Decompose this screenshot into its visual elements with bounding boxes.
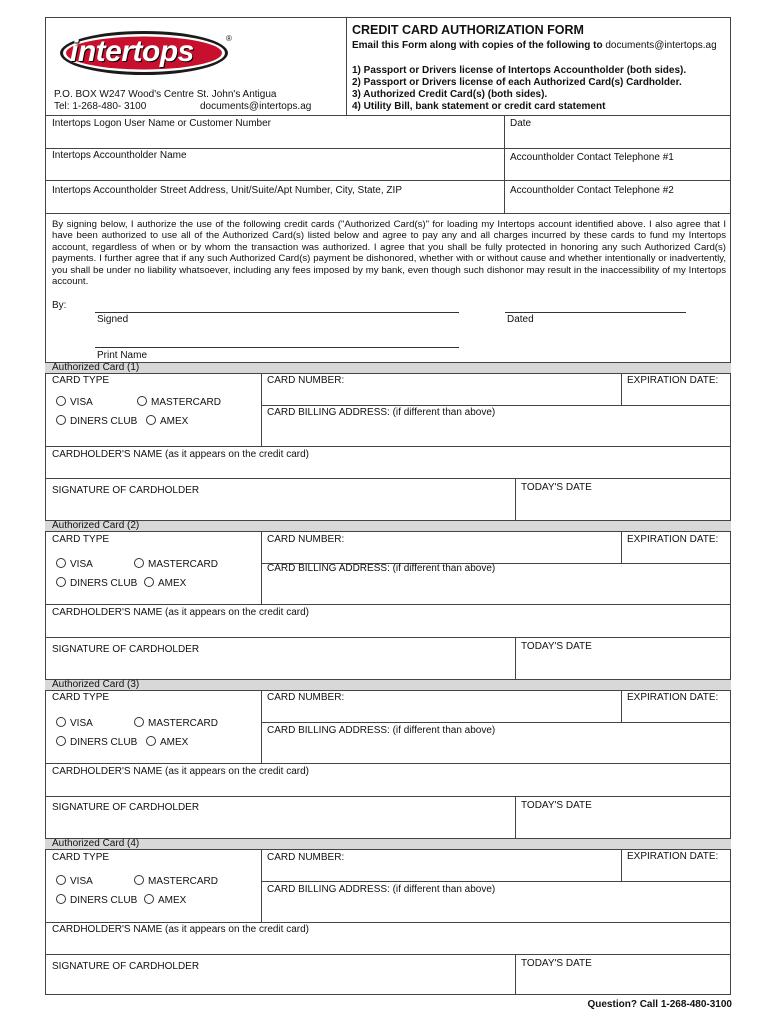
email-instruction-text: Email this Form along with copies of the following to <box>352 40 603 51</box>
dated-line[interactable] <box>505 312 686 313</box>
print-name-line[interactable] <box>95 347 459 348</box>
amex-label: AMEX <box>160 416 189 427</box>
card-2-visa-option[interactable] <box>56 558 93 571</box>
card-3-header <box>45 679 731 690</box>
card-4-todays-date-field[interactable]: TODAY'S DATE <box>521 958 592 969</box>
card-2-header <box>45 520 731 531</box>
card-1-header <box>45 362 731 373</box>
card-2-todays-date-field[interactable]: TODAY'S DATE <box>521 641 592 652</box>
card-4-visa-option[interactable] <box>56 875 93 888</box>
card-4-billing-field[interactable]: CARD BILLING ADDRESS: (if different than above) <box>267 884 496 895</box>
card-2-mastercard-option[interactable] <box>134 558 218 571</box>
card-3-cardholder-name-field[interactable]: CARDHOLDER'S NAME (as it appears on the credit card) <box>52 766 309 777</box>
radio-icon <box>144 577 154 587</box>
radio-icon <box>56 558 66 568</box>
card-4-cardholder-name-field[interactable]: CARDHOLDER'S NAME (as it appears on the credit card) <box>52 924 309 935</box>
card-4-number-field[interactable]: CARD NUMBER: <box>267 852 345 863</box>
radio-icon <box>56 396 66 406</box>
visa-label: VISA <box>70 876 93 887</box>
date-field[interactable]: Date <box>510 118 532 129</box>
visa-label: VISA <box>70 559 93 570</box>
diners-label: DINERS CLUB <box>70 578 138 589</box>
company-address: P.O. BOX W247 Wood's Centre St. John's Antigua <box>54 89 277 100</box>
signed-label: Signed <box>97 314 129 325</box>
radio-icon <box>137 396 147 406</box>
card-1-mastercard-option[interactable] <box>137 396 221 409</box>
radio-icon <box>146 415 156 425</box>
card-3-mastercard-option[interactable] <box>134 717 218 730</box>
card-4-expiration-field[interactable]: EXPIRATION DATE: <box>627 851 719 862</box>
card-2-type-label: CARD TYPE <box>52 534 110 545</box>
company-email: documents@intertops.ag <box>200 101 312 112</box>
mastercard-label: MASTERCARD <box>148 718 219 729</box>
card-2-amex-option[interactable] <box>144 577 186 590</box>
card-1-diners-option[interactable] <box>56 415 137 428</box>
logo-text: intertops <box>70 35 194 68</box>
radio-icon <box>146 736 156 746</box>
radio-icon <box>134 558 144 568</box>
registered-mark: ® <box>226 34 232 43</box>
email-instruction-address: documents@intertops.ag <box>605 40 717 51</box>
card-1-amex-option[interactable] <box>146 415 188 428</box>
diners-label: DINERS CLUB <box>70 895 138 906</box>
accountholder-name-field[interactable]: Intertops Accountholder Name <box>52 150 187 161</box>
card-4-amex-option[interactable] <box>144 894 186 907</box>
requirement-2: 2) Passport or Drivers license of each Authorized Card(s) Cardholder. <box>352 77 682 88</box>
card-4-signature-field[interactable]: SIGNATURE OF CARDHOLDER <box>52 961 200 972</box>
card-1-todays-date-field[interactable]: TODAY'S DATE <box>521 482 592 493</box>
card-3-expiration-field[interactable]: EXPIRATION DATE: <box>627 692 719 703</box>
diners-label: DINERS CLUB <box>70 416 138 427</box>
card-1-type-label: CARD TYPE <box>52 375 110 386</box>
phone1-field[interactable]: Accountholder Contact Telephone #1 <box>510 152 674 163</box>
card-2-billing-field[interactable]: CARD BILLING ADDRESS: (if different than above) <box>267 563 496 574</box>
print-name-label: Print Name <box>97 350 148 361</box>
mastercard-label: MASTERCARD <box>151 397 222 408</box>
mastercard-label: MASTERCARD <box>148 559 219 570</box>
radio-icon <box>56 736 66 746</box>
card-1-expiration-field[interactable]: EXPIRATION DATE: <box>627 375 719 386</box>
requirement-3: 3) Authorized Credit Card(s) (both sides). <box>352 89 548 100</box>
card-2-diners-option[interactable] <box>56 577 137 590</box>
card-3-amex-option[interactable] <box>146 736 188 749</box>
mastercard-label: MASTERCARD <box>148 876 219 887</box>
phone2-field[interactable]: Accountholder Contact Telephone #2 <box>510 185 674 196</box>
radio-icon <box>56 875 66 885</box>
agreement-text: By signing below, I authorize the use of the following credit cards ("Authorized Card(s)" for loading my Intertops account identified above. I also agree that I have been authorized to use all of the Authorized Card(s) listed below and agree to pay any and all charges incurred by these cards to fund my Intertops account, regardless of when or by whom the transaction was authorized. I agree that you shall be fully protected in honoring any such Authorized Card(s) payments. I further agree that if any such Authorized Card(s) payment be dishonored, whether with or without cause and whether intentionally or inadvertently, you shall be under no liability whatsoever, including any fees imposed by my bank, even though such dishonor may result in the inaccessibility of my Intertops account. <box>52 219 726 288</box>
form-title: CREDIT CARD AUTHORIZATION FORM <box>352 23 584 37</box>
footer-question: Question? Call 1-268-480-3100 <box>587 999 732 1010</box>
card-4-type-label: CARD TYPE <box>52 852 110 863</box>
card-4-mastercard-option[interactable] <box>134 875 218 888</box>
card-3-number-field[interactable]: CARD NUMBER: <box>267 692 345 703</box>
card-2-cardholder-name-field[interactable]: CARDHOLDER'S NAME (as it appears on the credit card) <box>52 607 309 618</box>
card-3-todays-date-field[interactable]: TODAY'S DATE <box>521 800 592 811</box>
card-1-signature-field[interactable]: SIGNATURE OF CARDHOLDER <box>52 485 200 496</box>
radio-icon <box>56 894 66 904</box>
card-1-billing-field[interactable]: CARD BILLING ADDRESS: (if different than above) <box>267 407 496 418</box>
address-field[interactable]: Intertops Accountholder Street Address, Unit/Suite/Apt Number, City, State, ZIP <box>52 185 402 196</box>
card-3-billing-field[interactable]: CARD BILLING ADDRESS: (if different than above) <box>267 725 496 736</box>
amex-label: AMEX <box>160 737 189 748</box>
amex-label: AMEX <box>158 578 187 589</box>
signed-line[interactable] <box>95 312 459 313</box>
company-tel: Tel: 1-268-480- 3100 <box>54 101 147 112</box>
card-2-expiration-field[interactable]: EXPIRATION DATE: <box>627 534 719 545</box>
card-4-diners-option[interactable] <box>56 894 137 907</box>
card-1-number-field[interactable]: CARD NUMBER: <box>267 375 345 386</box>
radio-icon <box>56 415 66 425</box>
card-2-title: Authorized Card (2) <box>52 520 140 531</box>
requirement-1: 1) Passport or Drivers license of Intertops Accountholder (both sides). <box>352 65 687 76</box>
card-1-title: Authorized Card (1) <box>52 362 140 373</box>
card-1-visa-option[interactable] <box>56 396 93 409</box>
card-3-type-label: CARD TYPE <box>52 692 110 703</box>
card-4-header <box>45 838 731 849</box>
visa-label: VISA <box>70 718 93 729</box>
card-3-diners-option[interactable] <box>56 736 137 749</box>
radio-icon <box>144 894 154 904</box>
requirement-4: 4) Utility Bill, bank statement or credit card statement <box>352 101 606 112</box>
card-3-signature-field[interactable]: SIGNATURE OF CARDHOLDER <box>52 802 200 813</box>
radio-icon <box>56 577 66 587</box>
logon-field[interactable]: Intertops Logon User Name or Customer Number <box>52 118 271 129</box>
card-2-number-field[interactable]: CARD NUMBER: <box>267 534 345 545</box>
visa-label: VISA <box>70 397 93 408</box>
dated-label: Dated <box>507 314 534 325</box>
radio-icon <box>56 717 66 727</box>
radio-icon <box>134 717 144 727</box>
card-3-title: Authorized Card (3) <box>52 679 140 690</box>
card-1-cardholder-name-field[interactable]: CARDHOLDER'S NAME (as it appears on the credit card) <box>52 449 309 460</box>
intertops-logo <box>58 26 238 78</box>
amex-label: AMEX <box>158 895 187 906</box>
card-3-visa-option[interactable] <box>56 717 93 730</box>
card-4-title: Authorized Card (4) <box>52 838 140 849</box>
diners-label: DINERS CLUB <box>70 737 138 748</box>
by-label: By: <box>52 300 67 311</box>
email-instruction <box>352 40 717 52</box>
card-2-signature-field[interactable]: SIGNATURE OF CARDHOLDER <box>52 644 200 655</box>
radio-icon <box>134 875 144 885</box>
